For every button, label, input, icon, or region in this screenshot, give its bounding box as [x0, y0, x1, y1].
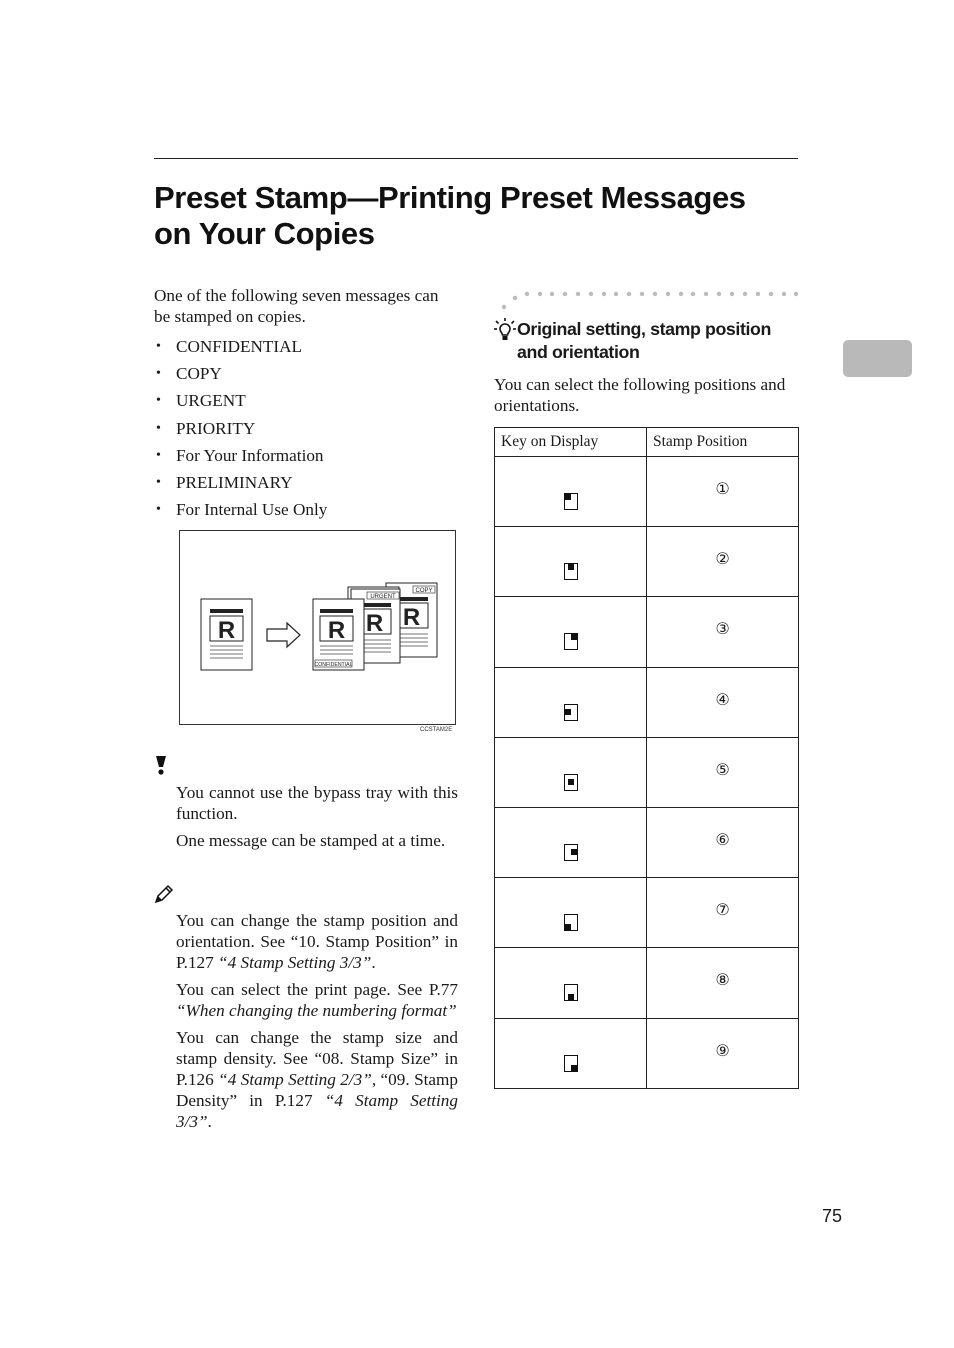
- arrow-icon: [267, 623, 300, 647]
- key-cell: [495, 667, 647, 737]
- key-cell: [495, 737, 647, 807]
- position-cell: [647, 948, 799, 1018]
- table-row: [495, 878, 799, 948]
- position-cell: [647, 527, 799, 597]
- message-list: [154, 333, 458, 523]
- page-ref: P.77: [428, 980, 458, 999]
- stamp-illustration-graphic: [180, 531, 455, 724]
- position-bottom-right-icon: [564, 1055, 578, 1072]
- note-3-ref-title-2: “4 Stamp Setting 3/3”: [176, 1091, 458, 1131]
- page-ref: P.126: [176, 1070, 214, 1089]
- key-cell: [495, 457, 647, 527]
- limitation-icon: [154, 754, 168, 776]
- position-top-center-icon: [564, 563, 578, 580]
- position-middle-left-icon: [564, 704, 578, 721]
- note-1-text: You can change the stamp position and orientation. See “10. Stamp Position” in: [176, 911, 458, 951]
- stamp-confidential: CONFIDENTIAL: [314, 662, 353, 668]
- message-item: • For Your Information: [154, 442, 458, 469]
- limitation-text-2: One message can be stamped at a time.: [176, 831, 446, 850]
- illustration-code: CCSTAM2E: [420, 727, 453, 733]
- lightbulb-icon: [494, 317, 516, 343]
- dotted-separator: [494, 290, 800, 312]
- table-row: [495, 527, 799, 597]
- note-2-ref-title: “When changing the numbering format”: [176, 1001, 457, 1020]
- key-cell: [495, 1018, 647, 1088]
- message-item: • CONFIDENTIAL: [154, 333, 458, 360]
- position-bottom-center-icon: [564, 984, 578, 1001]
- note-1-end: .: [371, 953, 376, 972]
- key-cell: [495, 878, 647, 948]
- note-2-text: You can select the print page. See: [176, 980, 429, 999]
- position-top-left-icon: [564, 493, 578, 510]
- limitation-block: [176, 782, 458, 851]
- position-number: ⑤: [715, 759, 730, 779]
- r-letter: R: [365, 610, 384, 637]
- note-block: [176, 910, 458, 1132]
- position-bottom-left-icon: [564, 914, 578, 931]
- position-number: ⑨: [715, 1040, 730, 1060]
- table-row: [495, 667, 799, 737]
- message-item: • COPY: [154, 360, 458, 387]
- position-number: ③: [715, 619, 730, 639]
- note-3-text: You can change the stamp size and stamp density. See “08. Stamp Size” in: [176, 1028, 458, 1068]
- note-3-text-2: , “09. Stamp Density” in: [176, 1070, 458, 1110]
- position-middle-right-icon: [564, 844, 578, 861]
- intro-text: One of the following seven messages can be stamped on copies.: [154, 286, 439, 326]
- top-rule: [154, 158, 798, 159]
- position-cell: [647, 667, 799, 737]
- position-number: ①: [715, 479, 730, 498]
- position-cell: [647, 597, 799, 667]
- note-1: [176, 910, 458, 973]
- table-row: [495, 807, 799, 877]
- pencil-icon: [154, 884, 174, 904]
- position-number: ⑧: [715, 970, 730, 990]
- position-number: ②: [715, 549, 730, 569]
- note-3: [176, 1027, 458, 1132]
- position-cell: [647, 737, 799, 807]
- r-letter: R: [327, 617, 346, 644]
- table-row: [495, 948, 799, 1018]
- key-cell: [495, 527, 647, 597]
- note-3-ref-title-1: “4 Stamp Setting 2/3”: [213, 1070, 372, 1089]
- position-cell: [647, 457, 799, 527]
- column-header-position: Stamp Position: [647, 428, 799, 457]
- chapter-tab: [843, 340, 912, 377]
- table-row: [495, 597, 799, 667]
- table-row: [495, 737, 799, 807]
- stamp-illustration: [179, 530, 456, 725]
- note-1-ref-title: “4 Stamp Setting 3/3”: [213, 953, 372, 972]
- position-number: ⑥: [715, 829, 730, 849]
- title-line-1: Preset Stamp—Printing Preset Messages: [154, 180, 746, 215]
- message-item: • URGENT: [154, 387, 458, 414]
- page-ref: P.127: [176, 953, 214, 972]
- table-row: [495, 1018, 799, 1088]
- table-row: [495, 457, 799, 527]
- column-header-key: Key on Display: [495, 428, 647, 457]
- key-cell: [495, 597, 647, 667]
- stamp-position-table: [494, 427, 799, 1089]
- position-number: ⑦: [715, 900, 730, 920]
- tip-body: You can select the following positions and orientations.: [494, 375, 786, 415]
- message-item: • PRELIMINARY: [154, 469, 458, 496]
- page-number: 75: [822, 1206, 843, 1226]
- stamp-urgent: URGENT: [370, 594, 396, 600]
- key-cell: [495, 948, 647, 1018]
- note-2: [176, 979, 458, 1021]
- note-3-end: .: [207, 1112, 212, 1131]
- stamp-copy: COPY: [415, 588, 433, 594]
- page-ref: P.127: [274, 1091, 313, 1110]
- r-letter: R: [402, 604, 421, 631]
- position-cell: [647, 878, 799, 948]
- r-letter: R: [217, 617, 236, 644]
- position-cell: [647, 1018, 799, 1088]
- position-center-icon: [564, 774, 578, 791]
- message-item: • For Internal Use Only: [154, 496, 458, 523]
- position-number: ④: [715, 689, 730, 709]
- page-title: [154, 180, 804, 252]
- message-item: • PRIORITY: [154, 415, 458, 442]
- left-column: [154, 286, 458, 523]
- table-header-row: [495, 428, 799, 457]
- tip-heading-line-1: Original setting, stamp position: [517, 319, 771, 339]
- key-cell: [495, 807, 647, 877]
- position-top-right-icon: [564, 633, 578, 650]
- limitation-text-1: You cannot use the bypass tray with this function.: [176, 783, 458, 823]
- title-line-2: on Your Copies: [154, 216, 375, 251]
- tip-heading: [494, 318, 804, 364]
- tip-heading-line-2: and orientation: [517, 342, 640, 362]
- position-cell: [647, 807, 799, 877]
